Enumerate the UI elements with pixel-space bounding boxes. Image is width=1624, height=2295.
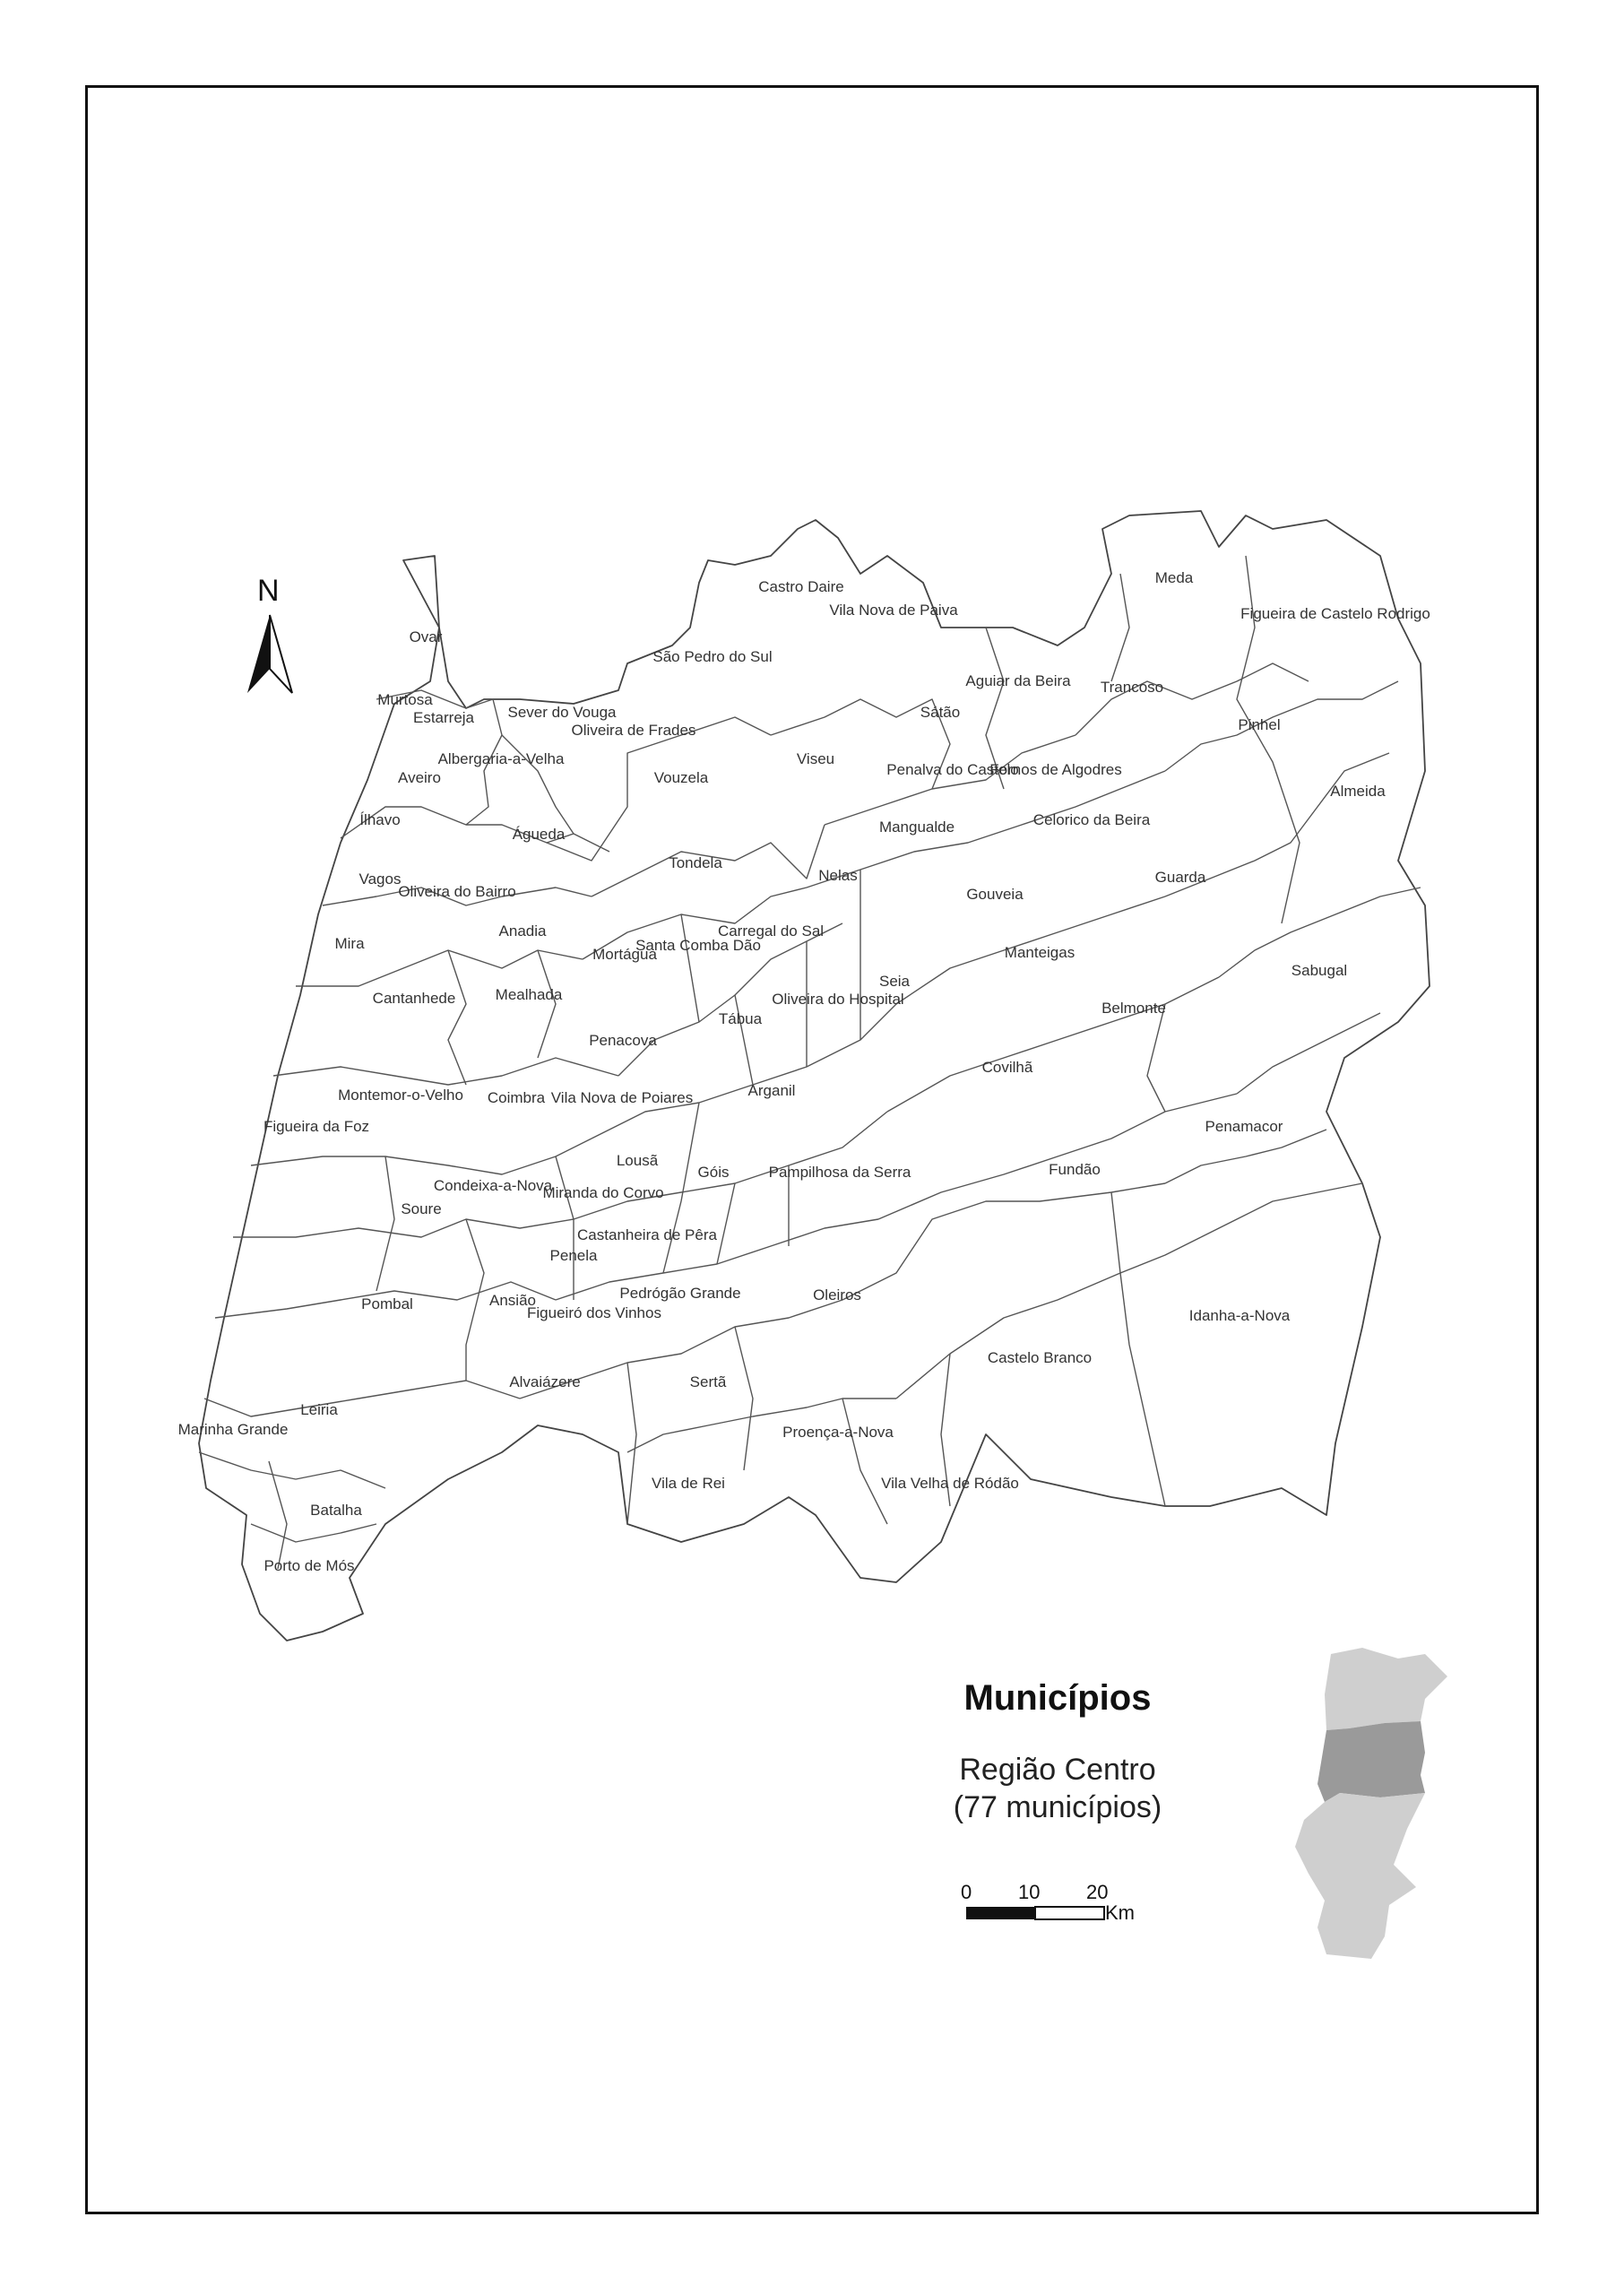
label-santa-comba-dao: Santa Comba Dão — [635, 937, 761, 954]
north-arrow-left-icon — [247, 615, 270, 693]
label-soure: Soure — [401, 1200, 442, 1217]
label-mangualde: Mangualde — [878, 818, 955, 836]
label-mortagua: Mortágua — [592, 946, 657, 963]
label-albergaria-a-velha: Albergaria-a-Velha — [437, 750, 565, 767]
label-tabua: Tábua — [718, 1010, 763, 1027]
scale-tick-10: 10 — [1018, 1881, 1041, 1903]
north-label: N — [257, 574, 280, 608]
label-castro-daire: Castro Daire — [758, 578, 844, 595]
label-covilha: Covilhã — [981, 1059, 1033, 1076]
label-castanheira-de-pera: Castanheira de Pêra — [577, 1226, 717, 1243]
label-leiria: Leiria — [300, 1401, 338, 1418]
label-mira: Mira — [334, 935, 365, 952]
inset-region-south — [1295, 1793, 1425, 1959]
label-vila-nova-de-paiva: Vila Nova de Paiva — [829, 602, 958, 619]
scale-segment-white — [1035, 1907, 1104, 1919]
inset-region-north — [1325, 1648, 1447, 1730]
label-lousa: Lousã — [616, 1152, 659, 1169]
label-agueda: Águeda — [512, 826, 566, 843]
label-vila-velha-de-rodao: Vila Velha de Ródão — [881, 1475, 1019, 1492]
label-aguiar-da-beira: Aguiar da Beira — [965, 672, 1071, 689]
north-arrow — [247, 615, 292, 693]
label-figueira-da-foz: Figueira da Foz — [263, 1118, 370, 1135]
label-gouveia: Gouveia — [966, 886, 1024, 903]
label-vila-de-rei: Vila de Rei — [652, 1475, 725, 1492]
legend-subtitle-region: Região Centro — [959, 1753, 1156, 1787]
label-ansiao: Ansião — [489, 1292, 536, 1309]
label-manteigas: Manteigas — [1004, 944, 1075, 961]
label-estarreja: Estarreja — [412, 709, 475, 726]
label-viseu: Viseu — [796, 750, 835, 767]
label-oliveira-do-bairro: Oliveira do Bairro — [398, 883, 516, 900]
label-fornos-de-algodres: Fornos de Algodres — [989, 761, 1122, 778]
label-aveiro: Aveiro — [398, 769, 441, 786]
label-vila-nova-de-poiares: Vila Nova de Poiares — [550, 1089, 694, 1106]
label-figueira-de-castelo-rodrigo: Figueira de Castelo Rodrigo — [1240, 605, 1430, 622]
label-batalha: Batalha — [310, 1502, 362, 1519]
label-sever-do-vouga: Sever do Vouga — [507, 704, 617, 721]
scale-unit: Km — [1105, 1901, 1135, 1924]
label-penela: Penela — [549, 1247, 598, 1264]
label-porto-de-mos: Porto de Mós — [263, 1557, 355, 1574]
inset-portugal-map — [1295, 1648, 1447, 1959]
label-vagos: Vagos — [358, 870, 402, 888]
label-pedrogao-grande: Pedrógão Grande — [619, 1285, 741, 1302]
label-arganil: Arganil — [747, 1082, 796, 1099]
label-meda: Meda — [1154, 569, 1194, 586]
label-fundao: Fundão — [1049, 1161, 1101, 1178]
label-proenca-a-nova: Proença-a-Nova — [782, 1424, 894, 1441]
label-ilhavo: Ílhavo — [359, 811, 401, 828]
legend-title: Municípios — [963, 1678, 1152, 1718]
label-seia: Seia — [878, 973, 911, 990]
scale-tick-20: 20 — [1086, 1881, 1109, 1903]
label-belmonte: Belmonte — [1101, 1000, 1166, 1017]
label-trancoso: Trancoso — [1100, 679, 1164, 696]
label-mealhada: Mealhada — [495, 986, 563, 1003]
label-gois: Góis — [697, 1164, 730, 1181]
label-cantanhede: Cantanhede — [372, 990, 456, 1007]
label-oliveira-de-frades: Oliveira de Frades — [571, 722, 696, 739]
label-nelas: Nelas — [818, 867, 858, 884]
label-condeixa-a-nova: Condeixa-a-Nova — [433, 1177, 553, 1194]
inset-region-centro — [1317, 1721, 1425, 1802]
label-figueiro-dos-vinhos: Figueiró dos Vinhos — [527, 1304, 661, 1321]
scale-segment-black — [966, 1907, 1035, 1919]
label-penamacor: Penamacor — [1205, 1118, 1283, 1135]
label-murtosa: Murtosa — [377, 691, 433, 708]
label-idanha-a-nova: Idanha-a-Nova — [1188, 1307, 1291, 1324]
label-montemor-o-velho: Montemor-o-Velho — [338, 1087, 463, 1104]
label-coimbra: Coimbra — [487, 1089, 546, 1106]
label-satao: Sátão — [920, 704, 961, 721]
region-centro-outline — [199, 511, 1430, 1641]
label-pombal: Pombal — [361, 1295, 413, 1312]
label-oleiros: Oleiros — [813, 1286, 861, 1303]
scale-bar — [966, 1907, 1104, 1919]
label-marinha-grande: Marinha Grande — [177, 1421, 289, 1438]
label-tondela: Tondela — [669, 854, 722, 871]
label-oliveira-do-hospital: Oliveira do Hospital — [772, 991, 904, 1008]
label-almeida: Almeida — [1330, 783, 1386, 800]
label-anadia: Anadia — [498, 922, 547, 940]
label-guarda: Guarda — [1154, 869, 1206, 886]
label-vouzela: Vouzela — [653, 769, 709, 786]
label-pinhel: Pinhel — [1238, 716, 1281, 733]
label-penalva-do-castelo: Penalva do Castelo — [886, 761, 1019, 778]
label-sabugal: Sabugal — [1291, 962, 1348, 979]
label-pampilhosa-da-serra: Pampilhosa da Serra — [768, 1164, 911, 1181]
label-serta: Sertã — [689, 1373, 727, 1390]
legend-subtitle-count: (77 municípios) — [953, 1790, 1162, 1824]
scale-tick-0: 0 — [961, 1881, 972, 1903]
north-arrow-right-icon — [270, 615, 292, 693]
label-castelo-branco: Castelo Branco — [987, 1349, 1093, 1366]
label-ovar: Ovar — [409, 628, 443, 645]
label-celorico-da-beira: Celorico da Beira — [1032, 811, 1151, 828]
label-sao-pedro-do-sul: São Pedro do Sul — [652, 648, 773, 665]
label-carregal-do-sal: Carregal do Sal — [717, 922, 825, 940]
label-miranda-do-corvo: Miranda do Corvo — [542, 1184, 664, 1201]
label-penacova: Penacova — [589, 1032, 657, 1049]
label-alvaiazere: Alvaiázere — [509, 1373, 581, 1390]
